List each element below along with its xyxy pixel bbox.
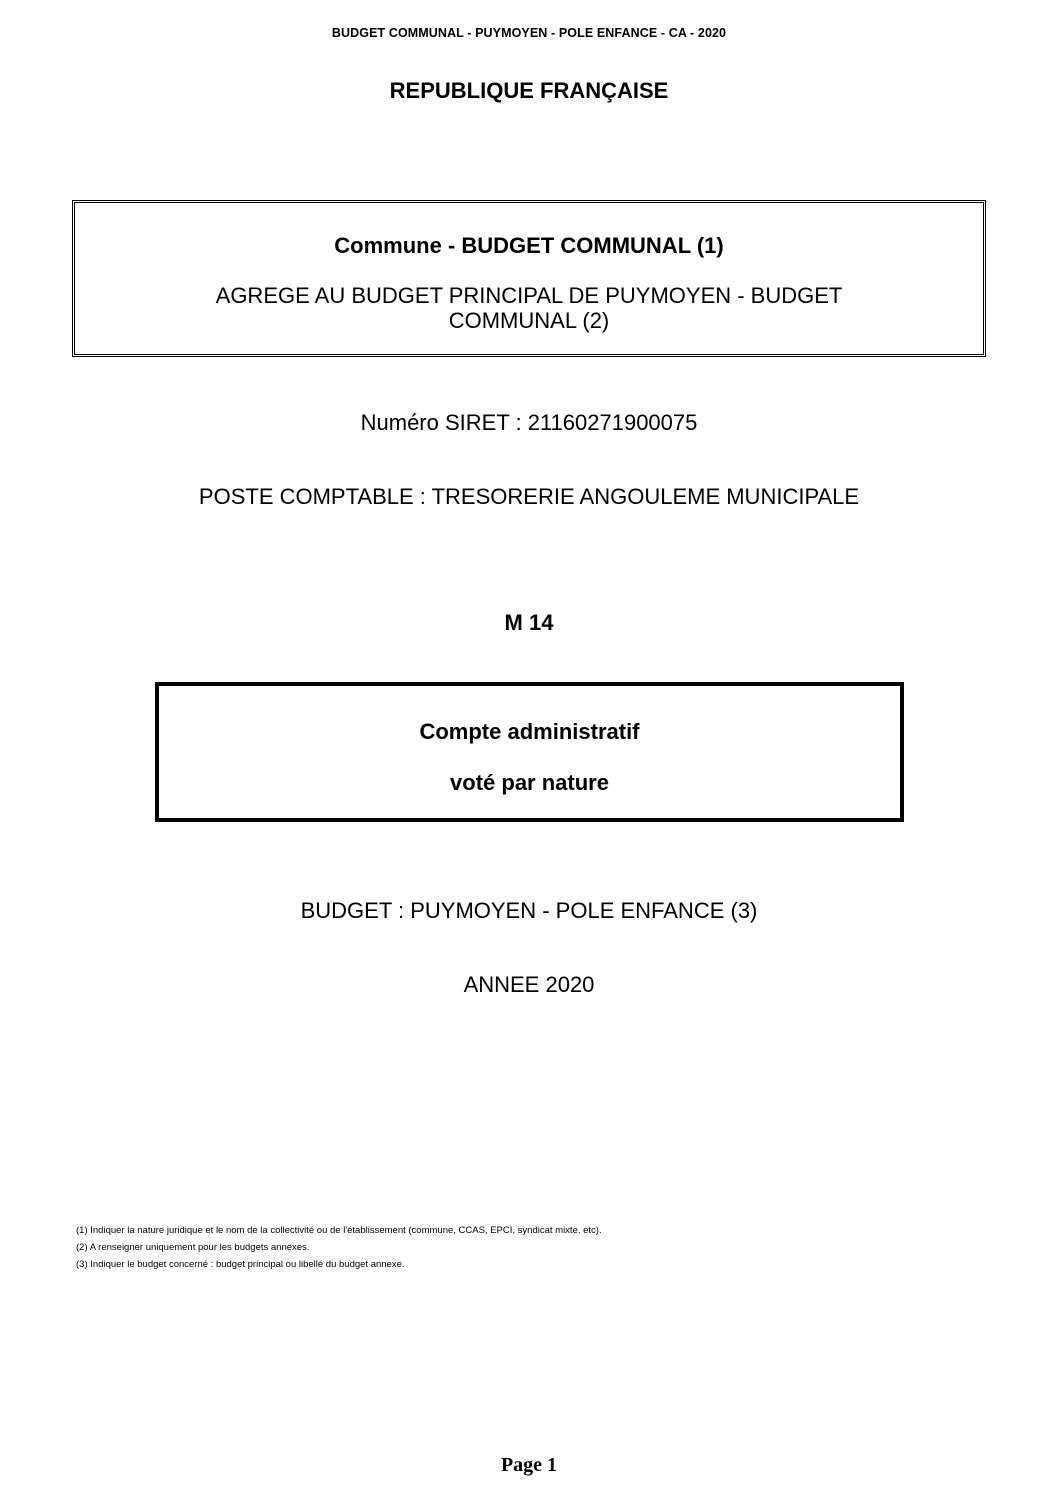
aggregate-line-1: AGREGE AU BUDGET PRINCIPAL DE PUYMOYEN - BUDGET (215, 283, 843, 308)
document-type-subtitle: voté par nature (450, 770, 609, 795)
footnotes (76, 1222, 602, 1273)
document-type-title: Compte administratif (419, 719, 640, 744)
poste-comptable: POSTE COMPTABLE : TRESORERIE ANGOULEME MUNICIPALE (198, 484, 860, 509)
document-type-box (155, 682, 904, 822)
collectivity-box (72, 200, 986, 357)
nomenclature-label: M 14 (504, 610, 554, 635)
collectivity-title: Commune - BUDGET COMMUNAL (1) (334, 233, 724, 258)
footnote-1: (1) Indiquer la nature juridique et le nom de la collectivité ou de l'établissement (commune, CCAS, EPCI, syndicat mixte, etc). (76, 1225, 602, 1236)
budget-year: ANNEE 2020 (463, 972, 595, 997)
aggregate-line-2: COMMUNAL (2) (448, 308, 610, 333)
aggregate-label (75, 283, 983, 333)
page-number: Page 1 (500, 1454, 558, 1476)
footnote-3: (3) Indiquer le budget concerné : budget principal ou libellé du budget annexe. (76, 1259, 405, 1270)
footnote-2: (2) A renseigner uniquement pour les budgets annexes. (76, 1242, 310, 1253)
republic-heading: REPUBLIQUE FRANÇAISE (389, 78, 669, 103)
budget-name: BUDGET : PUYMOYEN - POLE ENFANCE (3) (300, 898, 758, 923)
running-header: BUDGET COMMUNAL - PUYMOYEN - POLE ENFANCE - CA - 2020 (331, 26, 727, 40)
siret-number: Numéro SIRET : 21160271900075 (360, 410, 698, 435)
